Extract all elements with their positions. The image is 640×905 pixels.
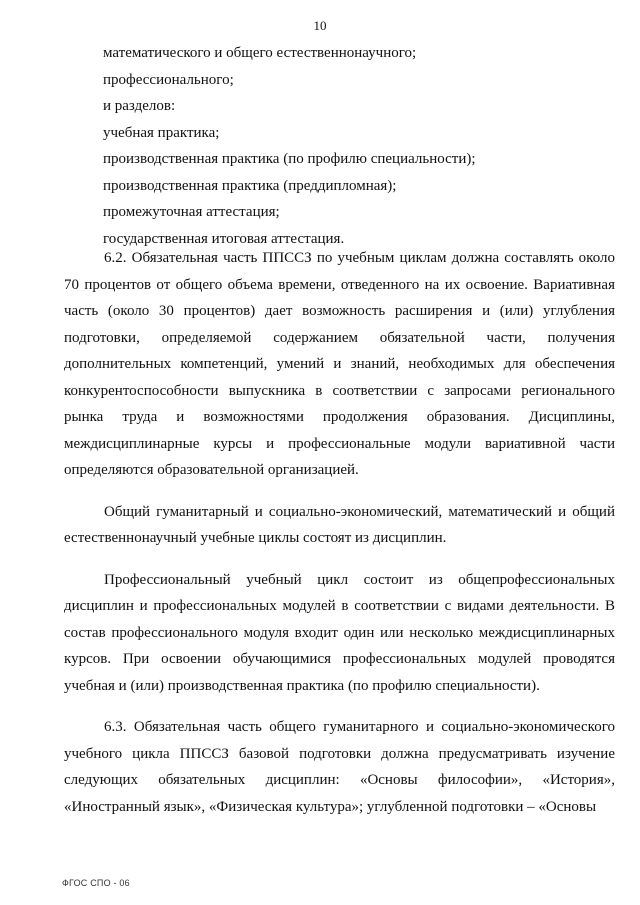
paragraph-6-3: 6.3. Обязательная часть общего гуманитарного и социально-экономического учебного цикла ППССЗ базовой подготовки должна предусматривать изучение следующих обязательных дисциплин: «Основы философии», «История», «Иностранный язык», «Физическая культура»; углубленной подготовки – «Основы: [64, 719, 615, 815]
footer-code: ФГОС СПО - 06: [62, 878, 130, 888]
document-body: [64, 245, 615, 820]
paragraph-general-cycles: Общий гуманитарный и социально-экономический, математический и общий естественнонаучный учебные циклы состоят из дисциплин.: [64, 503, 615, 546]
page-number: 10: [313, 18, 327, 33]
list-item: промежуточная аттестация;: [103, 204, 280, 220]
list-item: учебная практика;: [103, 124, 220, 141]
list-item: математического и общего естественнонаучного;: [103, 45, 417, 61]
list-item: государственная итоговая аттестация.: [103, 230, 345, 247]
list-item: производственная практика (по профилю специальности);: [103, 151, 476, 167]
section-list: [103, 40, 613, 252]
list-item: и разделов:: [103, 98, 176, 114]
paragraph-6-2: 6.2. Обязательная часть ППССЗ по учебным циклам должна составлять около 70 процентов от общего объема времени, отведенного на их освоение. Вариативная часть (около 30 процентов) дает возможность расширения и (или) углубления подготовки, определяемой содержанием обязательной части, получения дополнительных компетенций, умений и знаний, необходимых для обеспечения конкурентоспособности выпускника в соответствии с запросами регионального рынка труда и возможностями продолжения образования. Дисциплины, междисциплинарные курсы и профессиональные модули вариативной части определяются образовательной организацией.: [64, 250, 615, 478]
list-item: производственная практика (преддипломная);: [103, 177, 397, 194]
list-item: профессионального;: [103, 71, 234, 88]
paragraph-professional-cycle: Профессиональный учебный цикл состоит из общепрофессиональных дисциплин и профессиональных модулей в соответствии с видами деятельности. В состав профессионального модуля входит один или несколько междисциплинарных курсов. При освоении обучающимися профессиональных модулей проводятся учебная и (или) производственная практика (по профилю специальности).: [64, 571, 615, 694]
